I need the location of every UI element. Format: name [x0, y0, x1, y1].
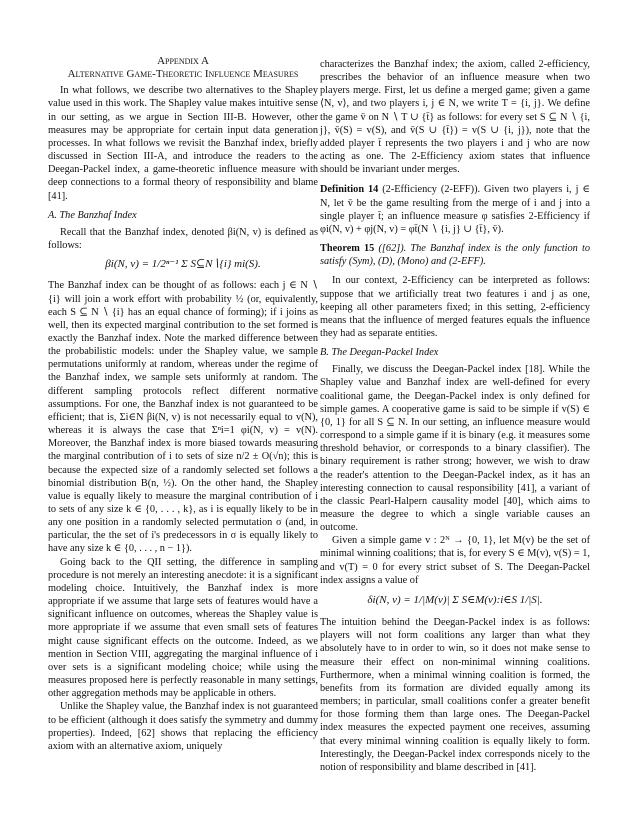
- theorem-label: Theorem 15: [320, 243, 375, 255]
- unlike-paragraph: Unlike the Shapley value, the Banzhaf index is not guaranteed to be efficient (although it does satisfy the symmetry and dummy properties). Indeed, [62] shows that replacing the efficiency axiom with an alternative axiom, uniquely: [48, 701, 318, 752]
- definition-label: Definition 14: [320, 184, 379, 196]
- simple-game-paragraph: Given a simple game v : 2ᴺ → {0, 1}, let M(v) be the set of minimal winning coalitions; that is, for every S ∈ M(v), v(S) = 1, and v(T) = 0 for every strict subset of S. The Deegan-Packel index assigns a value of: [320, 535, 590, 586]
- banzhaf-paragraph: The Banzhaf index can be thought of as follows: each j ∈ N ∖ {i} will join a work effort with probability ½ (or, equivalently, each S ⊆ N ∖ {i} has an equal chance of forming); if i joins as well, then its expected marginal contribution to the set formed is exactly the Banzhaf index. Note the marked difference between the probabilistic models: under the Shapley value, we sample permutations uniformly at random, whereas under the regime of the Banzhaf index, we sample sets uniformly at random. The different sampling protocols reflect different normative assumptions. For one, the Banzhaf index is not guaranteed to be efficient; that is, Σi∈N βi(N, v) is not necessarily equal to v(N), whereas it is always the case that Σⁿi=1 φi(N, v) = v(N). Moreover, the Banzhaf index is more biased towards measuring the marginal contribution of i to sets of size n/2 ± O(√n); this is because the expected size of a randomly selected set follows a binomial distribution B(n, ½). On the other hand, the Shapley value is equally likely to measure the marginal contribution of i to sets of any size k ∈ {0, . . . , k}, as i is equally likely to be in any one position in a randomly selected permutation σ (and, in particular, the the set of i's predecessors in σ is equally likely to have any size k ∈ {0, . . . , n − 1}).: [48, 280, 318, 555]
- theorem-text: ([62]). The Banzhaf index is the only function to satisfy (Sym), (D), (Mono) and (2-EFF).: [320, 243, 590, 268]
- continuation-paragraph: characterizes the Banzhaf index; the axiom, called 2-efficiency, prescribes the behavior of an influence measure when two players merge. First, let us define a merged game; given a game ⟨N, v⟩, and two players i, j ∈ N, we write T = {i, j}. We define the game v̄ on N ∖ T ∪ {t̄} as follows: for every set S ⊆ N ∖ {i, j}, v̄(S) = v(S), and v̄(S ∪ {t̄}) = v(S ∪ {i, j}), note that the added player t̄ represents the two players i and j who are now acting as one. The 2-Efficiency axiom states that influence should be invariant under merges.: [320, 59, 590, 176]
- qii-paragraph: Going back to the QII setting, the difference in sampling procedure is not merely an interesting anecdote: it is a significant modeling choice. Intuitively, the Banzhaf index is more appropriate if we assume that large sets of features would have a significant influence on outcomes, whereas the Shapley value is more appropriate if we assume that even small sets of features might cause significant effects on the outcome. Indeed, as we mention in Section VIII, aggregating the marginal influence of i over sets is a significant modeling choice; while using the measures proposed here is perfectly reasonable in many settings, other aggregation methods may be applicable in others.: [48, 556, 318, 700]
- appendix-subtitle: Alternative Game-Theoretic Influence Measures: [67, 68, 299, 81]
- subsection-b-heading: B. The Deegan-Packel Index: [320, 347, 439, 359]
- banzhaf-equation: βi(N, v) = 1/2ⁿ⁻¹ Σ S⊆N∖{i} mi(S).: [105, 258, 261, 271]
- left-column: [48, 55, 318, 753]
- theorem-15: [320, 242, 590, 268]
- intro-paragraph: In what follows, we describe two alternatives to the Shapley value used in this work. The Shapley value makes intuitive sense in our setting, as we argue in Section III-B. However, other measures may be appropriate for certain input data generation processes. In what follows we revisit the Banzhaf index, briefly discussed in Section III-A, and introduce the readers to the Deegan-Packel index, a game-theoretic influence measure with deep connections to a formal theory of responsibility and blame [41].: [48, 85, 318, 202]
- appendix-title: Appendix A: [157, 55, 209, 67]
- definition-text: (2-Efficiency (2-EFF)). Given two players i, j ∈ N, let v̄ be the game resulting from the merge of i and j into a single player t̄; an influence measure φ satisfies 2-Efficiency if φi(N, v) + φj(N, v) = φt̄(N ∖ {i, j} ∪ {t̄}, v̄).: [320, 184, 590, 235]
- subsection-a-heading: A. The Banzhaf Index: [48, 209, 137, 221]
- right-column: [320, 58, 590, 774]
- context-paragraph: In our context, 2-Efficiency can be interpreted as follows: suppose that we artificially treat two features i and j as one, keeping all other parameters fixed; in this setting, 2-efficiency means that the influence of merged features equals the influence they had as separate entities.: [320, 275, 590, 339]
- banzhaf-intro: Recall that the Banzhaf index, denoted βi(N, v) is defined as follows:: [48, 226, 318, 252]
- intuition-paragraph: The intuition behind the Deegan-Packel index is as follows: players will not form coalitions any larger than what they absolutely have to in order to win, so it does not make sense to measure their effect on non-minimal winning coalitions. Furthermore, when a minimal winning coalition is formed, the benefits from its formation are divided equally among its members; in particular, small coalitions confer a greater benefit for those forming them than large ones. The Deegan-Packel index measures the expected payment one receives, assuming that every minimal winning coalition is equally likely to form. Interestingly, the Deegan-Packel index corresponds nicely to the notion of responsibility and blame described in [41].: [320, 617, 590, 773]
- deegan-packel-paragraph: Finally, we discuss the Deegan-Packel index [18]. While the Shapley value and Banzhaf index are well-defined for every coalitional game, the Deegan-Packel index is only defined for simple games. A cooperative game is said to be simple if v(S) ∈ {0, 1} for all S ⊆ N. In our setting, an influence measure would correspond to a simple game if it is binary (e.g. it measures some threshold behavior, or corresponds to a binary classifier). The binary requirement is rather strong; however, we wish to draw the reader's attention to the Deegan-Packel index, as it has an interesting connection to causal responsibility [41], a variant of the classic Pearl-Halpern causality model [40], which aims to measure the degree to which a single variable causes an outcome.: [320, 364, 590, 534]
- definition-14: [320, 183, 590, 236]
- deegan-packel-equation: δi(N, v) = 1/|M(v)| Σ S∈M(v):i∈S 1/|S|.: [367, 593, 543, 606]
